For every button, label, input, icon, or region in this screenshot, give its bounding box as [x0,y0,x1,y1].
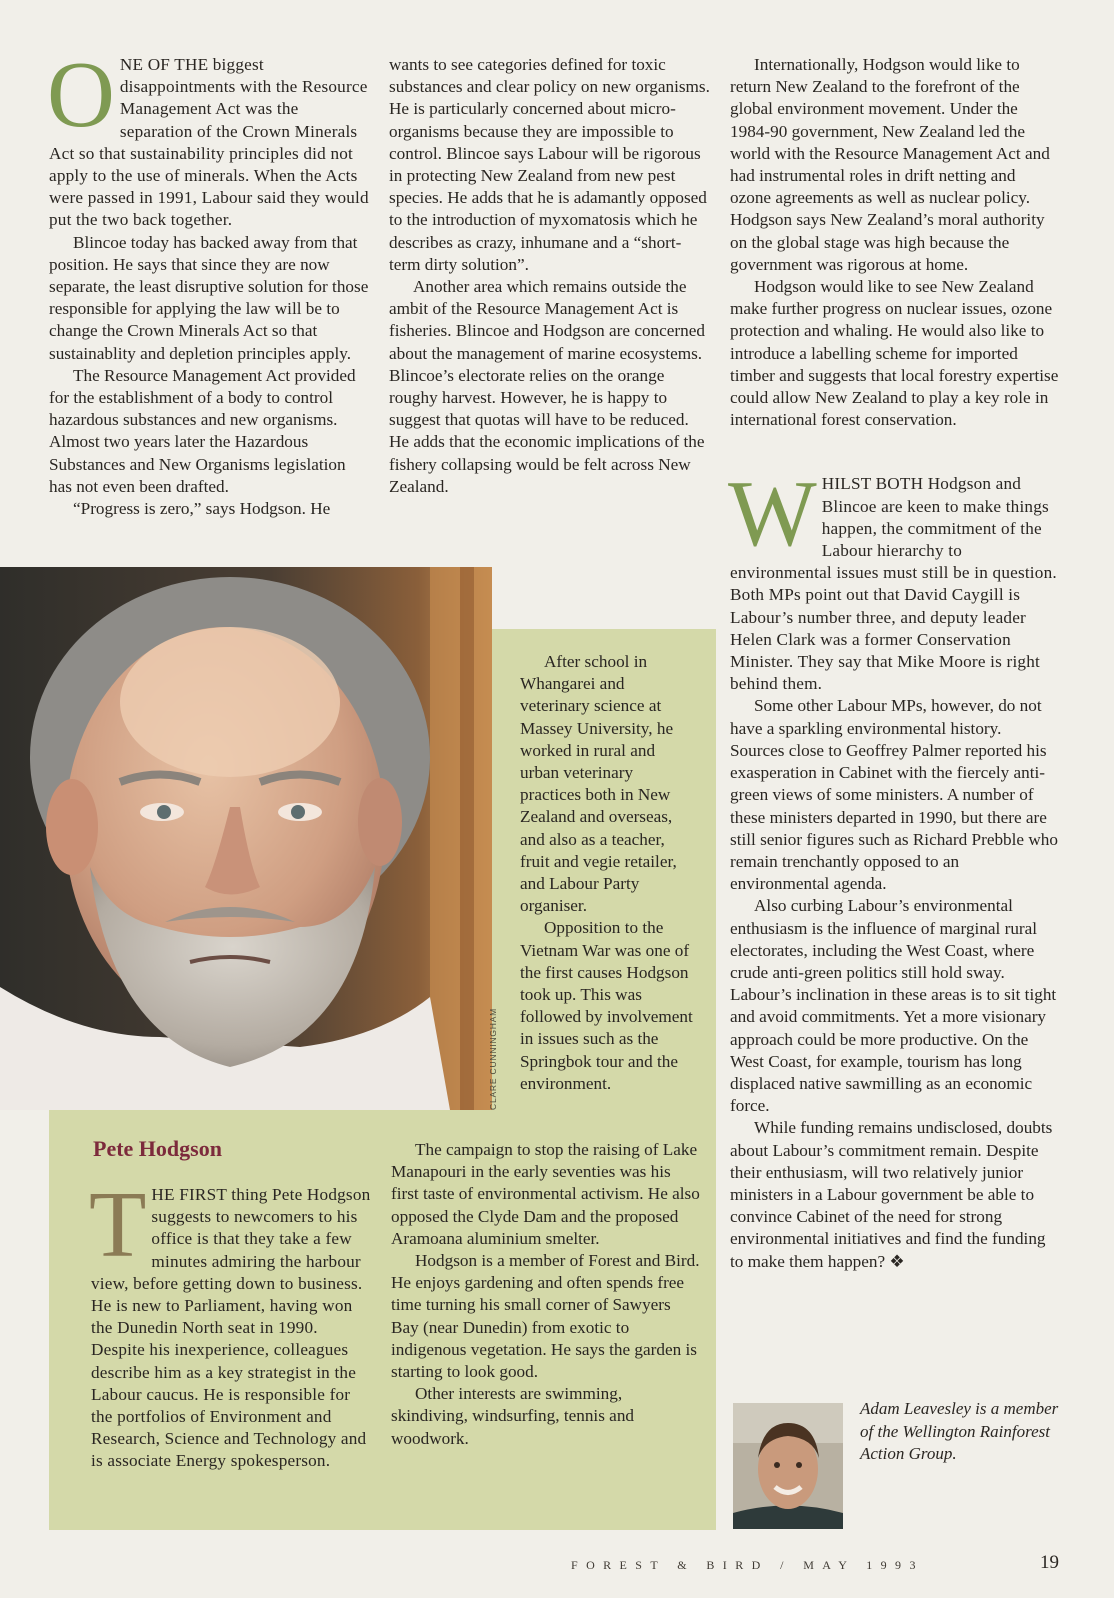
article-column-3 [730,54,1060,1273]
page-number: 19 [1040,1552,1059,1573]
col3-paragraph-1: Internationally, Hodgson would like to return New Zealand to the forefront of the global environment movement. Under the 1984-90 government, New Zealand led the world with the Resource Management Act and had instrumental roles in drift netting and ozone agreements as well as nuclear policy. Hodgson says New Zealand’s moral authority on the global stage was high because the government was rigorous at home. [730,55,1050,274]
sidebar-bio-top [520,651,695,1095]
col2-paragraph-2: Another area which remains outside the ambit of the Resource Management Act is fisheries. Blincoe and Hodgson are concerned about the management of marine ecosystems. Blincoe’s electorate relies on the orange roughy harvest. However, he is happy to suggest that quotas will have to be reduced. He adds that the economic implications of the fishery collapsing would be felt across New Zealand. [389,277,705,496]
dropcap-o: O [47,43,115,147]
sidebar-bio-paragraph-2: Opposition to the Vietnam War was one of the first causes Hodgson took up. This was followed by involvement in issues such as the Springbok tour and the environment. [520,918,693,1093]
dropcap-t: T [89,1173,147,1277]
photo-credit: CLARE CUNNINGHAM [488,1007,498,1110]
footer-publication: FOREST & BIRD / MAY 1993 [571,1558,924,1572]
col3-paragraph-5: Also curbing Labour’s environmental enthusiasm is the influence of marginal rural electorates, including the West Coast, where crude anti-green politics still hold sway. Labour’s inclination in these areas is to sit tight and avoid commitments. Yet a more visionary approach could be more productive. On the West Coast, for example, tourism has long displaced native sawmilling as an economic force. [730,896,1057,1116]
col1-paragraph-2: Blincoe today has backed away from that position. He says that since they are now separate, the least disruptive solution for those responsible for applying the law will be to change the Crown Minerals Act so that sustainablity and depletion principles apply. [49,232,369,363]
col2-paragraph-1: wants to see categories defined for toxic substances and clear policy on new organisms. He is particularly concerned about micro-organisms because they are impossible to control. Blincoe says Labour will be rigorous in protecting New Zealand from new pest species. He adds that he is adamantly opposed to the introduction of myxomatosis which he describes as crazy, inhumane and a “short-term dirty solution”. [389,55,710,274]
sidebar-right-paragraph-3: Other interests are swimming, skindiving, windsurfing, tennis and woodwork. [391,1384,635,1448]
sidebar-bio-paragraph-1: After school in Whangarei and veterinary science at Massey University, he worked in rural and urban veterinary practices both in New Zealand and overseas, and also as a teacher, fruit and vegie retailer, and Labour Party organiser. [520,652,677,916]
end-mark-icon: ❖ [889,1251,905,1271]
col3-paragraph-6: While funding remains undisclosed, doubts about Labour’s commitment remain. Despite their enthusiasm, will two relatively junior ministers in a Labour government be able to convince Cabinet of the need for strong environmental initiatives and find the funding to make them happen? ❖ [730,1118,1053,1271]
sidebar-column-right [391,1139,701,1450]
col1-paragraph-1: ONE OF THE biggest disappointments with the Resource Management Act was the separation of the Crown Minerals Act so that sustainability principles did not apply to the use of minerals. When the Acts were passed in 1991, Labour said they would put the two back together. [47,43,369,230]
sidebar-title: Pete Hodgson [93,1136,222,1161]
portrait-photo [0,567,492,1110]
col3-paragraph-4: Some other Labour MPs, however, do not have a sparkling environmental history. Sources close to Geoffrey Palmer reported his exasperation in Cabinet with the fiercely anti-green views of some ministers. A number of these ministers departed in 1990, but there are still senior figures such as Richard Prebble who remain trenchantly opposed to an environmental agenda. [730,696,1058,894]
author-bio: Adam Leavesley is a member of the Wellington Rainforest Action Group. [860,1399,1059,1463]
col1-paragraph-3: The Resource Management Act provided for the establishment of a body to control hazardous substances and new organisms. Almost two years later the Hazardous Substances and New Organisms legislation has not even been drafted. [49,365,356,496]
sidebar-right-paragraph-1: The campaign to stop the raising of Lake Manapouri in the early seventies was his first taste of environmental activism. He also opposed the Clyde Dam and the proposed Aramoana aluminium smelter. [391,1140,700,1248]
dropcap-w: W [728,462,817,567]
article-column-2 [389,54,711,498]
col1-paragraph-4: “Progress is zero,” says Hodgson. He [73,499,331,519]
sidebar-left-paragraph: THE FIRST thing Pete Hodgson suggests to newcomers to his office is that they take a few minutes admiring the harbour view, before getting down to business. He is new to Parliament, having won the Dunedin North seat in 1990. Despite his inexperience, colleagues describe him as a key strategist in the Labour caucus. He is responsible for the portfolios of Environment and Research, Science and Technology and is associate Energy spokesperson. [89,1173,371,1471]
sidebar-right-paragraph-2: Hodgson is a member of Forest and Bird. He enjoys gardening and often spends free time turning his small corner of Sawyers Bay (near Dunedin) from exotic to indigenous vegetation. He says the garden is starting to look good. [391,1251,700,1382]
col3-paragraph-3: WHILST BOTH Hodgson and Blincoe are keen to make things happen, the commitment of the Labour hierarchy to environmental issues must still be in question. Both MPs point out that David Caygill is Labour’s number three, and deputy leader Helen Clark was a former Conservation Minister. They say that Mike Moore is right behind them. [728,462,1057,694]
col3-paragraph-2: Hodgson would like to see New Zealand make further progress on nuclear issues, ozone protection and whaling. He would also like to introduce a labelling scheme for imported timber and suggests that local forestry expertise could allow New Zealand to play a key role in international forest conservation. [730,277,1059,430]
sidebar-column-left [89,1173,375,1473]
article-column-1 [47,43,371,520]
author-photo [733,1403,843,1529]
